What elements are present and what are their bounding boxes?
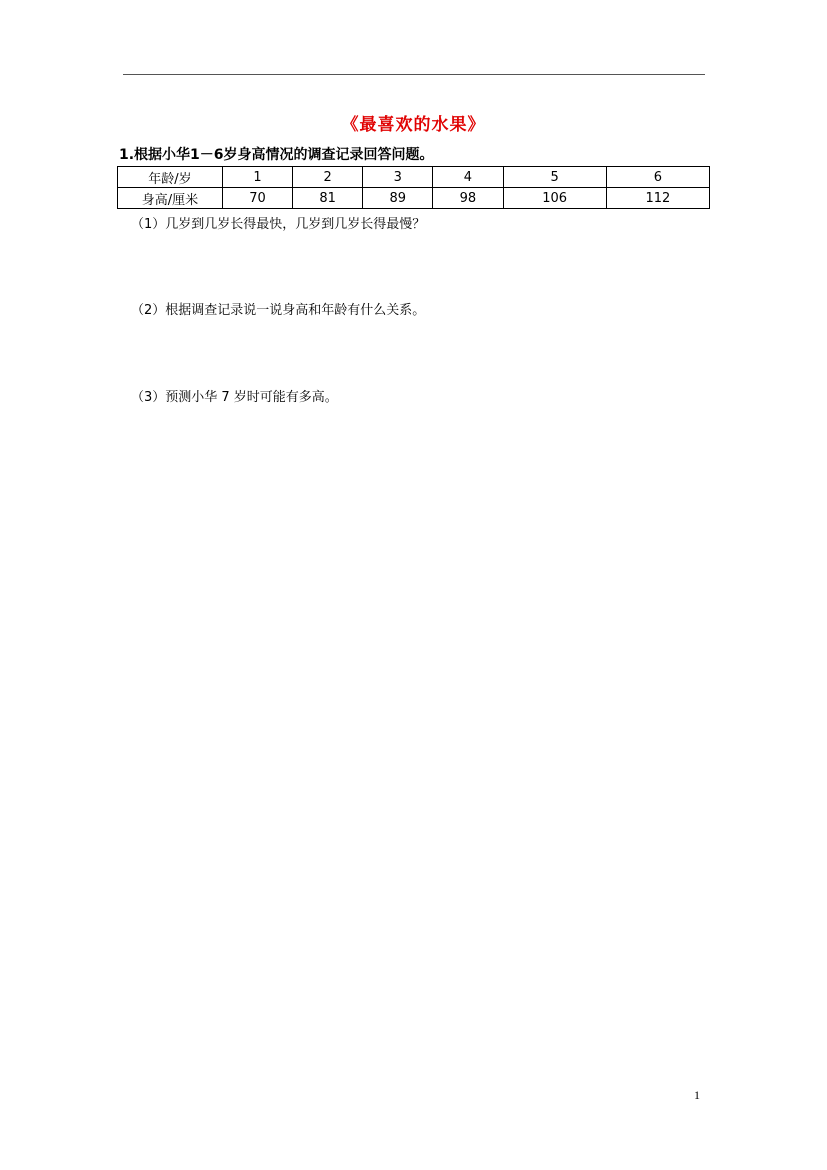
sub-question-2: （2）根据调查记录说一说身高和年龄有什么关系。	[131, 303, 426, 318]
table-cell: 6	[606, 167, 709, 188]
table-cell: 81	[293, 188, 363, 209]
table-row-age	[118, 167, 710, 188]
table-cell: 2	[293, 167, 363, 188]
sub-question-1: （1）几岁到几岁长得最快，几岁到几岁长得最慢？	[131, 217, 426, 232]
table-cell: 112	[606, 188, 709, 209]
table-header-height: 身高/厘米	[118, 188, 223, 209]
page-number: 1	[694, 1088, 700, 1102]
table-cell: 70	[223, 188, 293, 209]
table-cell: 98	[433, 188, 503, 209]
header-rule	[123, 74, 705, 75]
question-1-heading: 1.根据小华1－6岁身高情况的调查记录回答问题。	[119, 147, 434, 163]
table-cell: 1	[223, 167, 293, 188]
age-height-table	[117, 166, 710, 209]
table-header-age: 年龄/岁	[118, 167, 223, 188]
table-cell: 89	[363, 188, 433, 209]
table-row-height	[118, 188, 710, 209]
table-cell: 106	[503, 188, 606, 209]
table-cell: 3	[363, 167, 433, 188]
sub-question-3: （3）预测小华 7 岁时可能有多高。	[131, 390, 338, 405]
table-cell: 4	[433, 167, 503, 188]
worksheet-title: 《最喜欢的水果》	[341, 115, 486, 135]
table-cell: 5	[503, 167, 606, 188]
